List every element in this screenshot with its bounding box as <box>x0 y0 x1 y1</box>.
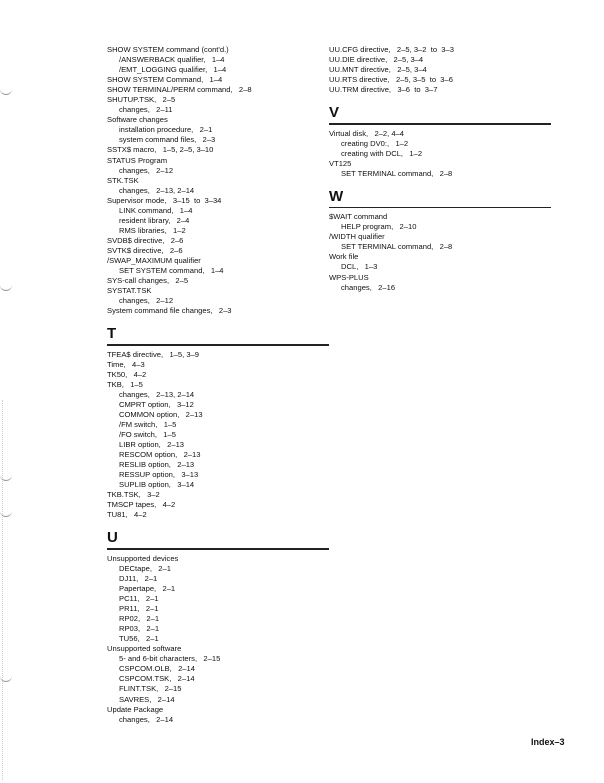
index-subentry: COMMON option, 2–13 <box>119 409 203 419</box>
index-subentry: RP02, 2–1 <box>119 614 160 624</box>
index-subentry: changes, 2–11 <box>119 105 173 115</box>
index-entry: SYS-call changes, 2–5 <box>107 276 189 286</box>
index-subentry: LIBR option, 2–13 <box>119 440 185 450</box>
index-entry: $WAIT command <box>329 212 388 222</box>
index-subentry: PC11, 2–1 <box>119 594 159 604</box>
page-number: Index–3 <box>531 737 565 747</box>
index-entry: SVDB$ directive, 2–6 <box>107 235 184 245</box>
index-subentry: changes, 2–16 <box>341 282 396 292</box>
section-letter-w: W <box>329 187 344 205</box>
section-letter-t: T <box>107 325 117 343</box>
index-entry: Virtual disk, 2–2, 4–4 <box>329 128 404 138</box>
index-entry: UU.DIE directive, 2–5, 3–4 <box>329 55 424 65</box>
index-right-column <box>329 45 551 293</box>
index-entry: TKB.TSK, 3–2 <box>107 490 160 500</box>
index-subentry: DJ11, 2–1 <box>119 573 158 583</box>
index-entry: Unsupported software <box>107 644 182 654</box>
index-subentry: TU56, 2–1 <box>119 634 159 644</box>
index-subentry: FLINT.TSK, 2–15 <box>119 684 182 694</box>
index-subentry: RESSUP option, 3–13 <box>119 470 199 480</box>
index-subentry: SET TERMINAL command, 2–8 <box>341 168 453 178</box>
index-subentry: /ANSWERBACK qualifier, 1–4 <box>119 55 225 65</box>
index-subentry: RESLIB option, 2–13 <box>119 460 195 470</box>
section-rule <box>329 123 551 124</box>
index-entry: TMSCP tapes, 4–2 <box>107 500 176 510</box>
index-subentry: installation procedure, 2–1 <box>119 125 213 135</box>
index-entry: Software changes <box>107 115 168 125</box>
index-entry: UU.MNT directive, 2–5, 3–4 <box>329 65 427 75</box>
margin-mark <box>0 88 12 95</box>
index-entry: Time, 4–3 <box>107 359 145 369</box>
index-entry: STATUS Program <box>107 155 168 165</box>
section-letter-u: U <box>107 529 118 547</box>
section-rule <box>107 548 329 549</box>
index-entry: Update Package <box>107 704 164 714</box>
index-subentry: resident library, 2–4 <box>119 215 190 225</box>
index-entry: SHUTUP.TSK, 2–5 <box>107 95 176 105</box>
section-letter-v: V <box>329 104 340 122</box>
index-subentry: 5- and 6-bit characters, 2–15 <box>119 654 221 664</box>
index-subentry: SET SYSTEM command, 1–4 <box>119 266 224 276</box>
margin-mark <box>0 510 12 517</box>
index-subentry: CSPCOM.OLB, 2–14 <box>119 664 195 674</box>
index-entry: UU.TRM directive, 3–6 to 3–7 <box>329 85 438 95</box>
index-subentry: creating with DCL, 1–2 <box>341 148 423 158</box>
index-entry: SHOW SYSTEM command (cont'd.) <box>107 45 229 54</box>
index-entry: SSTX$ macro, 1–5, 2–5, 3–10 <box>107 145 214 155</box>
index-entry: TU81, 4–2 <box>107 510 147 520</box>
index-subentry: RP03, 2–1 <box>119 624 160 634</box>
index-entry: SHOW TERMINAL/PERM command, 2–8 <box>107 85 252 95</box>
index-subentry: PR11, 2–1 <box>119 604 159 614</box>
index-entry: SYSTAT.TSK <box>107 286 152 296</box>
section-rule <box>107 344 329 345</box>
index-entry: UU.CFG directive, 2–5, 3–2 to 3–3 <box>329 45 454 54</box>
index-subentry: changes, 2–12 <box>119 165 174 175</box>
index-subentry: HELP program, 2–10 <box>341 222 417 232</box>
index-entry: Work file <box>329 252 359 262</box>
index-subentry: DCL, 1–3 <box>341 262 378 272</box>
margin-mark <box>0 474 12 481</box>
index-entry: VT125 <box>329 158 352 168</box>
index-subentry: system command files, 2–3 <box>119 135 216 145</box>
index-subentry: LINK command, 1–4 <box>119 205 193 215</box>
index-subentry: changes, 2–13, 2–14 <box>119 389 195 399</box>
index-subentry: RMS libraries, 1–2 <box>119 225 186 235</box>
index-subentry: /FM switch, 1–5 <box>119 419 177 429</box>
index-subentry: SET TERMINAL command, 2–8 <box>341 242 453 252</box>
index-entry: UU.RTS directive, 2–5, 3–5 to 3–6 <box>329 75 453 85</box>
index-subentry: changes, 2–12 <box>119 296 174 306</box>
index-entry: /SWAP_MAXIMUM qualifier <box>107 255 201 265</box>
index-left-column <box>107 45 329 725</box>
index-subentry: RESCOM option, 2–13 <box>119 450 201 460</box>
index-entry: System command file changes, 2–3 <box>107 306 232 316</box>
index-entry: TK50, 4–2 <box>107 369 147 379</box>
index-subentry: SAVRES, 2–14 <box>119 694 175 704</box>
index-subentry: /EMT_LOGGING qualifier, 1–4 <box>119 65 227 75</box>
margin-mark <box>0 675 12 682</box>
index-subentry: CSPCOM.TSK, 2–14 <box>119 674 195 684</box>
index-subentry: changes, 2–14 <box>119 714 174 724</box>
index-subentry: /FO switch, 1–5 <box>119 430 176 440</box>
index-subentry: Papertape, 2–1 <box>119 583 176 593</box>
index-entry: TKB, 1–5 <box>107 379 143 389</box>
index-subentry: SUPLIB option, 3–14 <box>119 480 195 490</box>
scan-margin-line <box>2 400 3 780</box>
section-rule <box>329 207 551 208</box>
index-entry: TFEA$ directive, 1–5, 3–9 <box>107 349 200 359</box>
margin-mark <box>0 284 12 291</box>
index-entry: SVTK$ directive, 2–6 <box>107 245 183 255</box>
index-entry: STK.TSK <box>107 175 139 185</box>
index-subentry: changes, 2–13, 2–14 <box>119 185 195 195</box>
index-subentry: DECtape, 2–1 <box>119 563 171 573</box>
index-entry: WPS-PLUS <box>329 272 369 282</box>
index-entry: Supervisor mode, 3–15 to 3–34 <box>107 195 222 205</box>
index-entry: /WIDTH qualifier <box>329 232 385 242</box>
index-entry: SHOW SYSTEM Command, 1–4 <box>107 75 223 85</box>
index-subentry: creating DV0:, 1–2 <box>341 138 409 148</box>
index-subentry: CMPRT option, 3–12 <box>119 399 194 409</box>
index-entry: Unsupported devices <box>107 553 179 563</box>
